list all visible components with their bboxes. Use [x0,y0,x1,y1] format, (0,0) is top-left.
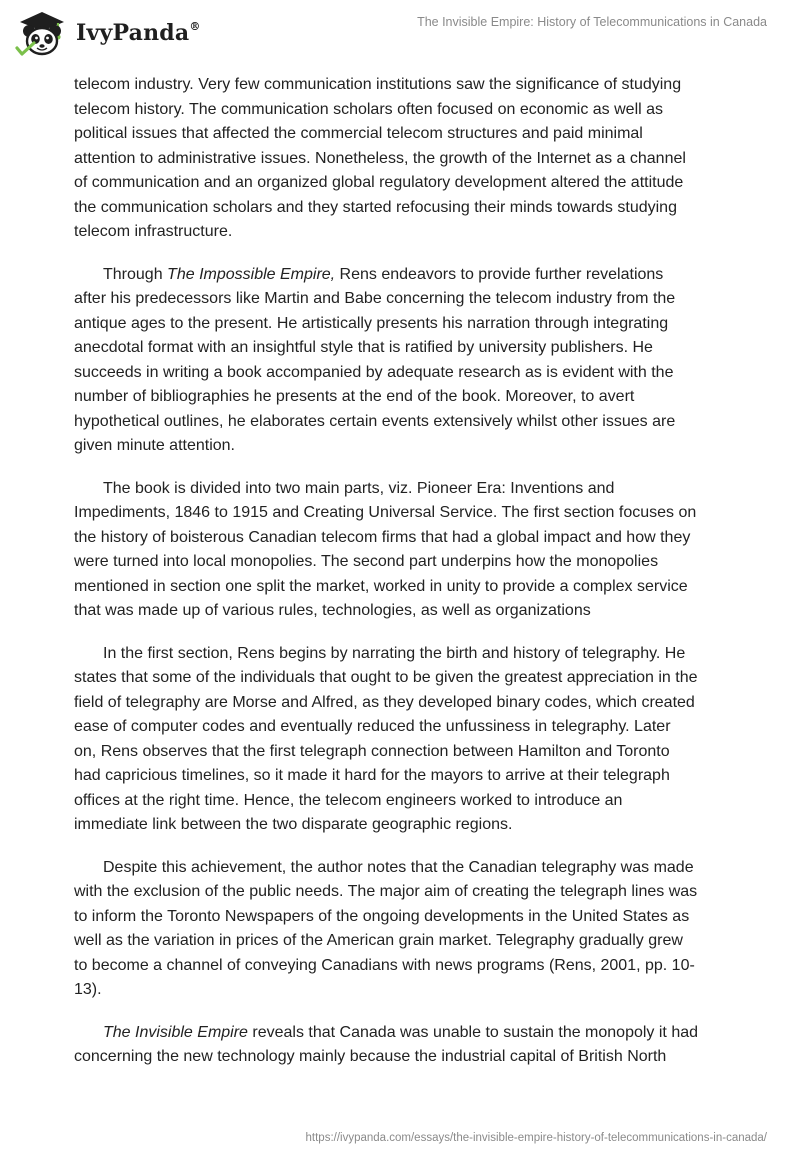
text-run: In the first section, Rens begins by narrating the birth and history of telegraphy. He [103,644,686,662]
text-run: Through [103,265,168,283]
brand-name: IvyPanda® [76,19,201,46]
text-line [74,740,734,765]
page-header [0,0,800,70]
text-run: on, Rens observes that the first telegraph connection between Hamilton and Toronto [74,742,670,760]
text-line [74,147,734,172]
text-run: attention to administrative issues. Nonetheless, the growth of the Internet as a channel [74,149,686,167]
text-line [74,263,734,288]
text-line [74,715,734,740]
text-run: antique ages to the present. He artistically presents his narration through integrating [74,314,669,332]
text-line [74,287,734,312]
text-run: were turned into local monopolies. The second part underpins how the monopolies [74,553,659,570]
panda-graduate-icon [14,8,70,58]
text-line [74,171,734,196]
text-line [74,929,734,954]
text-run: the communication scholars and they started refocusing their minds towards studying [74,198,677,216]
text-run: Rens endeavors to provide further revelations [335,265,664,283]
text-run: states that some of the individuals that ought to be given the greatest appreciation in the [74,669,698,686]
text-line [74,1021,734,1046]
text-run: to become a channel of conveying Canadians with news programs (Rens, 2001, pp. 10- [74,956,695,974]
paragraph [74,263,734,459]
text-line [74,220,734,245]
text-line [74,880,734,905]
book-title-italic: The Impossible Empire, [167,265,336,283]
text-line [74,978,734,1003]
text-run: had capricious timelines, so it made it hard for the mayors to arrive at their telegraph [74,767,670,784]
text-line [74,905,734,930]
text-run: field of telegraphy are Morse and Alfred, as they developed binary codes, which created [74,693,695,711]
text-line [74,954,734,979]
text-line [74,550,734,575]
book-title-italic: The Invisible Empire [103,1023,248,1041]
paragraph [74,856,734,1003]
text-run: the history of boisterous Canadian telecom firms that had a global impact and how they [74,528,691,546]
text-line [74,361,734,386]
text-run: reveals that Canada was unable to sustain the monopoly it had [247,1023,699,1041]
text-line [74,813,734,838]
text-line [74,856,734,881]
paragraph [74,1021,734,1070]
text-run: after his predecessors like Martin and Babe concerning the telecom industry from the [74,290,676,307]
text-line [74,477,734,502]
text-line [74,385,734,410]
text-run: given minute attention. [74,437,235,454]
text-line [74,599,734,624]
text-run: The book is divided into two main parts, viz. Pioneer Era: Inventions and [103,479,615,497]
text-line [74,1045,734,1070]
text-run: that was made up of various rules, technologies, as well as organizations [74,602,591,619]
text-line [74,410,734,435]
text-run: concerning the new technology mainly because the industrial capital of British North [74,1048,667,1065]
paragraph [74,477,734,624]
text-run: political issues that affected the commercial telecom structures and paid minimal [74,125,643,142]
text-run: hypothetical outlines, he elaborates certain events extensively whilst other issues are [74,412,676,430]
text-line [74,764,734,789]
document-title: The Invisible Empire: History of Telecommunications in Canada [417,15,767,29]
text-run: to inform the Toronto Newspapers of the ongoing developments in the United States as [74,907,690,925]
text-run: mentioned in section one split the market, worked in unity to provide a complex service [74,577,688,595]
ivypanda-logo[interactable] [14,8,201,58]
text-line [74,434,734,459]
text-line [74,575,734,600]
paragraph [74,642,734,838]
paragraph [74,73,734,245]
text-run: 13). [74,981,102,998]
text-line [74,312,734,337]
text-run: immediate link between the two disparate geographic regions. [74,816,513,833]
essay-body [74,73,734,1088]
text-run: of communication and an organized global regulatory development altered the attitude [74,174,684,191]
text-line [74,73,734,98]
text-line [74,336,734,361]
text-run: offices at the right time. Hence, the telecom engineers worked to introduce an [74,791,623,809]
text-line [74,666,734,691]
text-run: telecom infrastructure. [74,223,233,240]
text-run: Impediments, 1846 to 1915 and Creating Universal Service. The first section focuses on [74,504,697,521]
source-url[interactable]: https://ivypanda.com/essays/the-invisible-empire-history-of-telecommunications-in-canada/ [305,1132,767,1144]
text-line [74,196,734,221]
text-line [74,642,734,667]
text-line [74,789,734,814]
text-run: number of bibliographies he presents at the end of the book. Moreover, to avert [74,388,635,405]
text-run: ease of computer codes and eventually reduced the unfussiness in telegraphy. Later [74,718,671,735]
text-run: telecom industry. Very few communication institutions saw the significance of studying [74,76,682,93]
text-run: well as the variation in prices of the American grain market. Telegraphy gradually grew [74,932,683,949]
text-run: telecom history. The communication scholars often focused on economic as well as [74,100,664,118]
text-run: with the exclusion of the public needs. The major aim of creating the telegraph lines was [74,883,698,900]
text-line [74,98,734,123]
text-line [74,122,734,147]
text-run: anecdotal format with an insightful style that is ratified by university publishers. He [74,339,653,356]
text-line [74,691,734,716]
text-run: succeeds in writing a book accompanied by adequate research as is evident with the [74,363,674,381]
text-run: Despite this achievement, the author notes that the Canadian telegraphy was made [103,858,694,876]
text-line [74,526,734,551]
text-line [74,501,734,526]
